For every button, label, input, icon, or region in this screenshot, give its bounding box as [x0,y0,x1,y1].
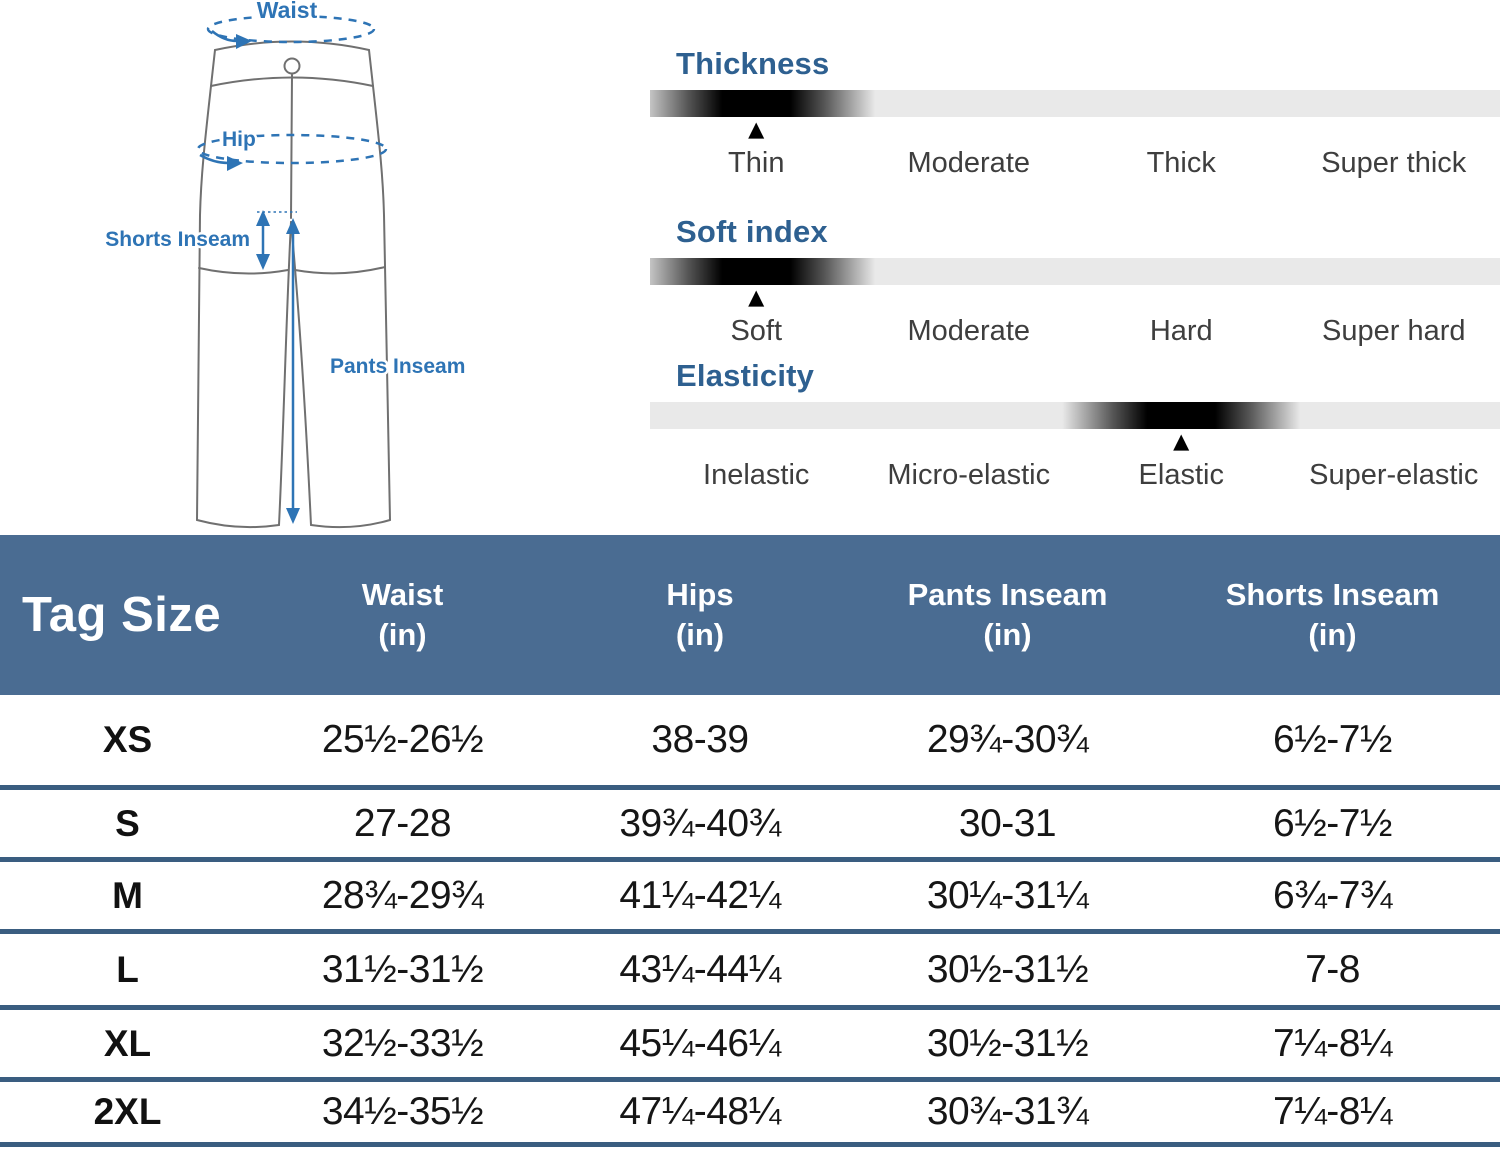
size-label: 2XL [93,1091,162,1132]
soft-index-title: Soft index [676,214,828,249]
elasticity-level-3: Elastic [1138,459,1224,491]
shorts-inseam-down-arrowhead-icon [256,254,270,270]
soft-index-level-3: Hard [1149,315,1213,347]
thickness-level-2: Moderate [907,147,1030,179]
table-row: S 27-28 39¾-40¾ 30-31 6½-7½ [0,790,1500,862]
thickness-selection-marker-icon: ▲ [748,117,765,141]
shorts-inseam-label: Shorts Inseam [105,228,250,251]
thickness-title: Thickness [676,46,830,81]
table-row: M 28¾-29¾ 41¼-42¼ 30¼-31¼ 6¾-7¾ [0,862,1500,934]
attribute-scales [650,0,1500,492]
soft-index-selection-marker-icon: ▲ [748,285,765,309]
elasticity-level-2: Micro-elastic [887,459,1051,491]
table-row: XL 32½-33½ 45¼-46¼ 30½-31½ 7¼-8¼ [0,1010,1500,1082]
thickness-gradient-bar [650,90,1500,117]
waist-arrowhead-icon [236,34,252,49]
elasticity-scale [650,358,1500,492]
soft-index-level-2: Moderate [907,315,1030,347]
thickness-scale [650,0,1500,180]
waist-column-header: Waist (in) [361,576,444,652]
pants-measurement-diagram [0,0,640,535]
pants-inseam-up-arrowhead-icon [286,218,300,234]
size-label: XS [102,719,153,760]
table-row: XS 25½-26½ 38-39 29¾-30¾ 6½-7½ [0,695,1500,790]
thickness-level-4: Super thick [1321,147,1467,179]
button-icon [285,59,300,74]
elasticity-level-1: Inelastic [703,459,810,491]
thickness-level-1: Thin [728,147,785,179]
soft-index-scale [650,214,1500,348]
thickness-level-3: Thick [1146,147,1216,179]
shorts-inseam-column-header: Shorts Inseam (in) [1225,576,1440,652]
elasticity-title: Elasticity [676,358,815,393]
size-table-header [0,535,1500,695]
hips-column-header: Hips (in) [666,576,734,652]
tag-size-header: Tag Size [22,588,222,642]
hip-label: Hip [222,128,256,151]
elasticity-level-4: Super-elastic [1309,459,1479,491]
size-label: M [112,874,143,916]
soft-index-gradient-bar [650,258,1500,285]
elasticity-gradient-bar [650,402,1500,429]
size-label: L [116,948,139,990]
size-label: S [115,802,140,844]
soft-index-level-1: Soft [730,315,783,347]
pants-inseam-label: Pants Inseam [330,355,466,378]
pants-inseam-column-header: Pants Inseam (in) [907,576,1108,652]
size-label: XL [103,1022,152,1064]
zip-off-seam-left [199,268,288,274]
size-table [0,535,1500,1147]
waist-label: Waist [256,0,318,23]
hip-arrowhead-icon [227,156,243,171]
table-row: L 31½-31½ 43¼-44¼ 30½-31½ 7-8 [0,934,1500,1010]
table-row: 2XL 34½-35½ 47¼-48¼ 30¾-31¾ 7¼-8¼ [0,1082,1500,1147]
soft-index-level-4: Super hard [1322,315,1466,347]
zip-off-seam-right [295,267,385,273]
pants-inseam-down-arrowhead-icon [286,508,300,524]
pants-sketch [0,0,640,535]
elasticity-selection-marker-icon: ▲ [1173,429,1190,453]
